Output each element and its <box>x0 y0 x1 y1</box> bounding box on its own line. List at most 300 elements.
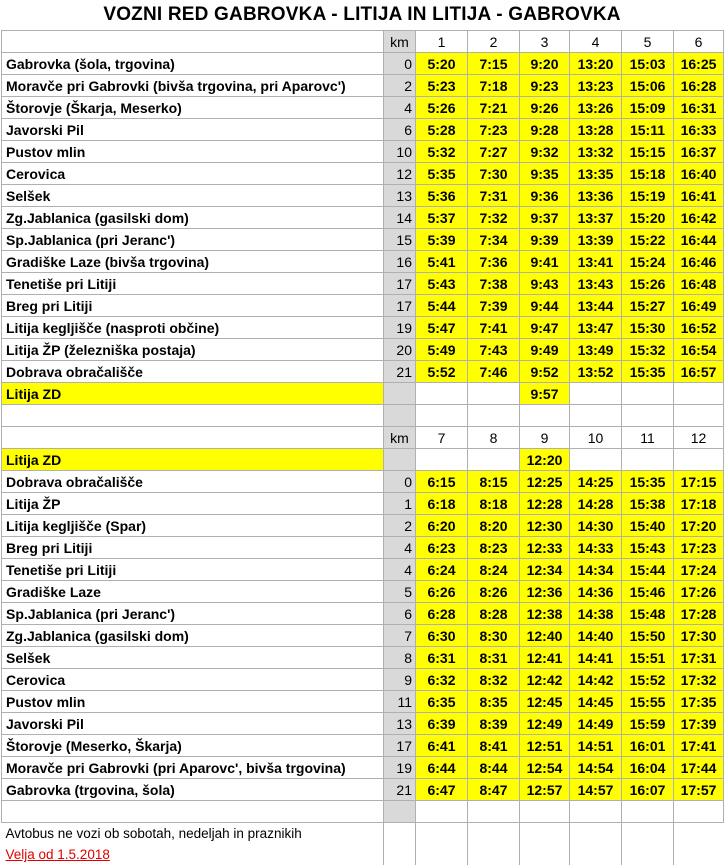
empty-cell <box>468 383 520 405</box>
departure-time: 7:43 <box>468 339 520 361</box>
note-blank <box>674 844 724 865</box>
departure-time: 7:15 <box>468 53 520 75</box>
departure-time: 7:46 <box>468 361 520 383</box>
note-blank <box>570 823 622 845</box>
departure-time: 13:39 <box>570 229 622 251</box>
departure-time: 5:20 <box>416 53 468 75</box>
departure-time: 7:34 <box>468 229 520 251</box>
departure-time: 9:23 <box>520 75 570 97</box>
departure-time: 9:36 <box>520 185 570 207</box>
km-cell: 4 <box>384 97 416 119</box>
stop-name: Gabrovka (šola, trgovina) <box>2 53 384 75</box>
departure-time: 9:26 <box>520 97 570 119</box>
header-row <box>2 427 724 449</box>
departure-time: 8:24 <box>468 559 520 581</box>
departure-time: 15:06 <box>622 75 674 97</box>
km-cell: 21 <box>384 779 416 801</box>
departure-time: 17:18 <box>674 493 724 515</box>
departure-time: 13:43 <box>570 273 622 295</box>
departure-time: 17:35 <box>674 691 724 713</box>
departure-time: 8:31 <box>468 647 520 669</box>
note-blank <box>468 823 520 845</box>
km-cell: 7 <box>384 625 416 647</box>
departure-time: 12:28 <box>520 493 570 515</box>
table-row <box>2 75 724 97</box>
departure-time: 16:52 <box>674 317 724 339</box>
departure-time: 6:39 <box>416 713 468 735</box>
departure-time: 17:26 <box>674 581 724 603</box>
note-blank <box>468 844 520 865</box>
departure-time: 5:23 <box>416 75 468 97</box>
departure-time: 15:26 <box>622 273 674 295</box>
table-row <box>2 647 724 669</box>
departure-time: 5:52 <box>416 361 468 383</box>
departure-time: 7:21 <box>468 97 520 119</box>
departure-time: 9:39 <box>520 229 570 251</box>
km-cell: 2 <box>384 515 416 537</box>
note-blank <box>520 823 570 845</box>
km-cell: 0 <box>384 471 416 493</box>
departure-time: 15:09 <box>622 97 674 119</box>
km-cell: 17 <box>384 295 416 317</box>
departure-time: 7:18 <box>468 75 520 97</box>
departure-time: 17:41 <box>674 735 724 757</box>
table-row <box>2 295 724 317</box>
departure-time: 14:54 <box>570 757 622 779</box>
note-row <box>2 823 724 845</box>
departure-time: 13:20 <box>570 53 622 75</box>
departure-time: 9:47 <box>520 317 570 339</box>
departure-time: 6:26 <box>416 581 468 603</box>
departure-time: 12:36 <box>520 581 570 603</box>
km-cell: 8 <box>384 647 416 669</box>
departure-time: 14:34 <box>570 559 622 581</box>
departure-time: 13:28 <box>570 119 622 141</box>
departure-time: 14:51 <box>570 735 622 757</box>
departure-time: 12:33 <box>520 537 570 559</box>
table-row <box>2 229 724 251</box>
stop-name: Javorski Pil <box>2 713 384 735</box>
departure-time: 14:36 <box>570 581 622 603</box>
empty-cell <box>570 383 622 405</box>
departure-time: 14:41 <box>570 647 622 669</box>
table-row <box>2 779 724 801</box>
empty-cell <box>674 383 724 405</box>
departure-time: 16:04 <box>622 757 674 779</box>
valid-from-link[interactable] <box>2 844 384 865</box>
table-row <box>2 317 724 339</box>
blank-cell <box>2 801 384 823</box>
departure-time: 7:41 <box>468 317 520 339</box>
departure-time: 6:41 <box>416 735 468 757</box>
stop-name: Cerovica <box>2 669 384 691</box>
departure-time: 7:32 <box>468 207 520 229</box>
departure-time: 14:49 <box>570 713 622 735</box>
departure-time: 15:20 <box>622 207 674 229</box>
empty-cell <box>468 449 520 471</box>
header-row <box>2 31 724 53</box>
stop-name: Dobrava obračališče <box>2 471 384 493</box>
table-row <box>2 493 724 515</box>
blank-cell <box>674 405 724 427</box>
km-cell: 16 <box>384 251 416 273</box>
departure-time: 12:42 <box>520 669 570 691</box>
departure-time: 7:23 <box>468 119 520 141</box>
departure-time: 5:32 <box>416 141 468 163</box>
empty-cell <box>570 449 622 471</box>
departure-time: 15:15 <box>622 141 674 163</box>
departure-time: 13:49 <box>570 339 622 361</box>
departure-time: 16:48 <box>674 273 724 295</box>
departure-time: 15:50 <box>622 625 674 647</box>
departure-time: 6:35 <box>416 691 468 713</box>
trip-number: 10 <box>570 427 622 449</box>
departure-time: 15:22 <box>622 229 674 251</box>
departure-time: 12:45 <box>520 691 570 713</box>
km-cell: 17 <box>384 735 416 757</box>
stop-name: Sp.Jablanica (pri Jeranc') <box>2 229 384 251</box>
departure-time: 15:35 <box>622 471 674 493</box>
departure-time: 12:41 <box>520 647 570 669</box>
departure-time: 8:35 <box>468 691 520 713</box>
departure-time: 7:31 <box>468 185 520 207</box>
km-cell: 6 <box>384 119 416 141</box>
departure-time: 12:49 <box>520 713 570 735</box>
departure-time: 5:26 <box>416 97 468 119</box>
departure-time: 13:36 <box>570 185 622 207</box>
table-row <box>2 559 724 581</box>
departure-time: 12:25 <box>520 471 570 493</box>
blank-cell <box>520 801 570 823</box>
departure-time: 13:32 <box>570 141 622 163</box>
km-cell: 5 <box>384 581 416 603</box>
table-row <box>2 207 724 229</box>
departure-time: 16:25 <box>674 53 724 75</box>
departure-time: 15:18 <box>622 163 674 185</box>
note-blank <box>570 844 622 865</box>
blank-cell <box>570 801 622 823</box>
departure-time: 12:20 <box>520 449 570 471</box>
departure-time: 6:20 <box>416 515 468 537</box>
departure-time: 8:26 <box>468 581 520 603</box>
table-row <box>2 185 724 207</box>
km-cell <box>384 801 416 823</box>
stop-name: Dobrava obračališče <box>2 361 384 383</box>
table-row <box>2 757 724 779</box>
page-title: VOZNI RED GABROVKA - LITIJA IN LITIJA - GABROVKA <box>103 4 621 25</box>
km-cell: 11 <box>384 691 416 713</box>
departure-time: 9:49 <box>520 339 570 361</box>
trip-number: 1 <box>416 31 468 53</box>
stop-name: Moravče pri Gabrovki (pri Aparovc', bivša trgovina) <box>2 757 384 779</box>
km-cell: 4 <box>384 537 416 559</box>
departure-time: 16:54 <box>674 339 724 361</box>
departure-time: 9:35 <box>520 163 570 185</box>
departure-time: 16:41 <box>674 185 724 207</box>
departure-time: 9:57 <box>520 383 570 405</box>
departure-time: 9:28 <box>520 119 570 141</box>
table-row <box>2 449 724 471</box>
trip-number: 12 <box>674 427 724 449</box>
departure-time: 12:34 <box>520 559 570 581</box>
departure-time: 6:24 <box>416 559 468 581</box>
blank-cell <box>468 405 520 427</box>
km-cell: 20 <box>384 339 416 361</box>
departure-time: 12:57 <box>520 779 570 801</box>
departure-time: 8:20 <box>468 515 520 537</box>
note-row <box>2 844 724 865</box>
departure-time: 6:28 <box>416 603 468 625</box>
departure-time: 13:23 <box>570 75 622 97</box>
departure-time: 9:43 <box>520 273 570 295</box>
departure-time: 17:31 <box>674 647 724 669</box>
blank-cell <box>416 405 468 427</box>
departure-time: 17:15 <box>674 471 724 493</box>
departure-time: 13:26 <box>570 97 622 119</box>
departure-time: 12:51 <box>520 735 570 757</box>
departure-time: 13:44 <box>570 295 622 317</box>
valid-from-link-text[interactable]: Velja od 1.5.2018 <box>5 847 110 862</box>
departure-time: 14:28 <box>570 493 622 515</box>
departure-time: 15:35 <box>622 361 674 383</box>
departure-time: 8:39 <box>468 713 520 735</box>
km-header: km <box>384 31 416 53</box>
departure-time: 15:19 <box>622 185 674 207</box>
km-cell: 19 <box>384 757 416 779</box>
service-note-text: Avtobus ne vozi ob sobotah, nedeljah in praznikih <box>5 826 302 841</box>
stop-name: Litija ZD <box>2 383 384 405</box>
km-cell: 12 <box>384 163 416 185</box>
stop-name: Tenetiše pri Litiji <box>2 273 384 295</box>
blank-cell <box>622 405 674 427</box>
km-cell: 13 <box>384 185 416 207</box>
table-row <box>2 339 724 361</box>
departure-time: 8:47 <box>468 779 520 801</box>
departure-time: 15:24 <box>622 251 674 273</box>
note-blank <box>622 844 674 865</box>
blank-cell <box>674 801 724 823</box>
trip-number: 7 <box>416 427 468 449</box>
table-row <box>2 361 724 383</box>
table-row <box>2 735 724 757</box>
km-cell <box>384 449 416 471</box>
departure-time: 14:40 <box>570 625 622 647</box>
departure-time: 6:32 <box>416 669 468 691</box>
departure-time: 5:37 <box>416 207 468 229</box>
departure-time: 15:03 <box>622 53 674 75</box>
spacer-row <box>2 801 724 823</box>
stop-name: Litija ŽP <box>2 493 384 515</box>
departure-time: 8:23 <box>468 537 520 559</box>
empty-cell <box>622 449 674 471</box>
departure-time: 5:28 <box>416 119 468 141</box>
trip-number: 5 <box>622 31 674 53</box>
note-blank <box>674 823 724 845</box>
km-cell: 15 <box>384 229 416 251</box>
departure-time: 13:52 <box>570 361 622 383</box>
km-cell <box>384 383 416 405</box>
stop-name: Selšek <box>2 647 384 669</box>
departure-time: 6:30 <box>416 625 468 647</box>
departure-time: 13:41 <box>570 251 622 273</box>
trip-number: 4 <box>570 31 622 53</box>
km-header: km <box>384 427 416 449</box>
table-row <box>2 53 724 75</box>
table-row <box>2 581 724 603</box>
departure-time: 7:30 <box>468 163 520 185</box>
km-cell: 21 <box>384 361 416 383</box>
table-row <box>2 141 724 163</box>
departure-time: 5:39 <box>416 229 468 251</box>
km-cell: 0 <box>384 53 416 75</box>
departure-time: 16:46 <box>674 251 724 273</box>
table-row <box>2 383 724 405</box>
departure-time: 17:20 <box>674 515 724 537</box>
departure-time: 17:23 <box>674 537 724 559</box>
departure-time: 9:41 <box>520 251 570 273</box>
departure-time: 16:37 <box>674 141 724 163</box>
km-cell: 10 <box>384 141 416 163</box>
stop-name: Štorovje (Meserko, Škarja) <box>2 735 384 757</box>
departure-time: 7:39 <box>468 295 520 317</box>
departure-time: 6:47 <box>416 779 468 801</box>
departure-time: 8:18 <box>468 493 520 515</box>
stop-name: Pustov mlin <box>2 691 384 713</box>
blank-cell <box>622 801 674 823</box>
departure-time: 8:44 <box>468 757 520 779</box>
departure-time: 15:51 <box>622 647 674 669</box>
departure-time: 15:59 <box>622 713 674 735</box>
departure-time: 15:11 <box>622 119 674 141</box>
km-cell: 19 <box>384 317 416 339</box>
empty-cell <box>416 449 468 471</box>
departure-time: 15:48 <box>622 603 674 625</box>
departure-time: 12:30 <box>520 515 570 537</box>
stop-name: Moravče pri Gabrovki (bivša trgovina, pri Aparovc') <box>2 75 384 97</box>
departure-time: 17:28 <box>674 603 724 625</box>
table-row <box>2 537 724 559</box>
stop-name: Litija kegljišče (Spar) <box>2 515 384 537</box>
departure-time: 9:52 <box>520 361 570 383</box>
departure-time: 14:45 <box>570 691 622 713</box>
km-cell: 13 <box>384 713 416 735</box>
departure-time: 9:20 <box>520 53 570 75</box>
header-blank <box>2 31 384 53</box>
departure-time: 13:35 <box>570 163 622 185</box>
stop-name: Litija ŽP (železniška postaja) <box>2 339 384 361</box>
departure-time: 9:32 <box>520 141 570 163</box>
departure-time: 5:41 <box>416 251 468 273</box>
departure-time: 8:15 <box>468 471 520 493</box>
departure-time: 16:44 <box>674 229 724 251</box>
departure-time: 5:49 <box>416 339 468 361</box>
trip-number: 11 <box>622 427 674 449</box>
table-row <box>2 691 724 713</box>
table-row <box>2 515 724 537</box>
departure-time: 16:57 <box>674 361 724 383</box>
stop-name: Selšek <box>2 185 384 207</box>
departure-time: 15:52 <box>622 669 674 691</box>
empty-cell <box>622 383 674 405</box>
spacer-row <box>2 405 724 427</box>
note-blank <box>416 823 468 845</box>
note-blank <box>416 844 468 865</box>
departure-time: 16:40 <box>674 163 724 185</box>
departure-time: 7:36 <box>468 251 520 273</box>
departure-time: 17:39 <box>674 713 724 735</box>
timetable <box>1 30 724 865</box>
km-cell: 2 <box>384 75 416 97</box>
departure-time: 17:57 <box>674 779 724 801</box>
stop-name: Gradiške Laze (bivša trgovina) <box>2 251 384 273</box>
departure-time: 16:01 <box>622 735 674 757</box>
departure-time: 16:31 <box>674 97 724 119</box>
blank-cell <box>2 405 384 427</box>
km-cell <box>384 405 416 427</box>
stop-name: Gradiške Laze <box>2 581 384 603</box>
departure-time: 5:44 <box>416 295 468 317</box>
stop-name: Pustov mlin <box>2 141 384 163</box>
departure-time: 17:44 <box>674 757 724 779</box>
km-cell: 6 <box>384 603 416 625</box>
departure-time: 15:30 <box>622 317 674 339</box>
departure-time: 12:38 <box>520 603 570 625</box>
blank-cell <box>416 801 468 823</box>
blank-cell <box>468 801 520 823</box>
stop-name: Breg pri Litiji <box>2 295 384 317</box>
departure-time: 8:41 <box>468 735 520 757</box>
departure-time: 16:28 <box>674 75 724 97</box>
stop-name: Zg.Jablanica (gasilski dom) <box>2 625 384 647</box>
departure-time: 6:44 <box>416 757 468 779</box>
departure-time: 17:32 <box>674 669 724 691</box>
table-row <box>2 625 724 647</box>
departure-time: 16:42 <box>674 207 724 229</box>
table-row <box>2 713 724 735</box>
note-blank <box>384 844 416 865</box>
table-row <box>2 471 724 493</box>
departure-time: 16:33 <box>674 119 724 141</box>
departure-time: 15:40 <box>622 515 674 537</box>
departure-time: 6:31 <box>416 647 468 669</box>
departure-time: 8:32 <box>468 669 520 691</box>
km-cell: 17 <box>384 273 416 295</box>
departure-time: 15:46 <box>622 581 674 603</box>
km-cell: 14 <box>384 207 416 229</box>
departure-time: 14:42 <box>570 669 622 691</box>
departure-time: 8:28 <box>468 603 520 625</box>
service-note <box>2 823 384 845</box>
departure-time: 5:35 <box>416 163 468 185</box>
departure-time: 6:15 <box>416 471 468 493</box>
stop-name: Gabrovka (trgovina, šola) <box>2 779 384 801</box>
departure-time: 14:25 <box>570 471 622 493</box>
stop-name: Javorski Pil <box>2 119 384 141</box>
departure-time: 5:43 <box>416 273 468 295</box>
departure-time: 14:30 <box>570 515 622 537</box>
departure-time: 16:49 <box>674 295 724 317</box>
departure-time: 12:40 <box>520 625 570 647</box>
departure-time: 13:47 <box>570 317 622 339</box>
departure-time: 9:44 <box>520 295 570 317</box>
km-cell: 9 <box>384 669 416 691</box>
empty-cell <box>674 449 724 471</box>
trip-number: 2 <box>468 31 520 53</box>
table-row <box>2 273 724 295</box>
stop-name: Breg pri Litiji <box>2 537 384 559</box>
blank-cell <box>570 405 622 427</box>
departure-time: 15:27 <box>622 295 674 317</box>
